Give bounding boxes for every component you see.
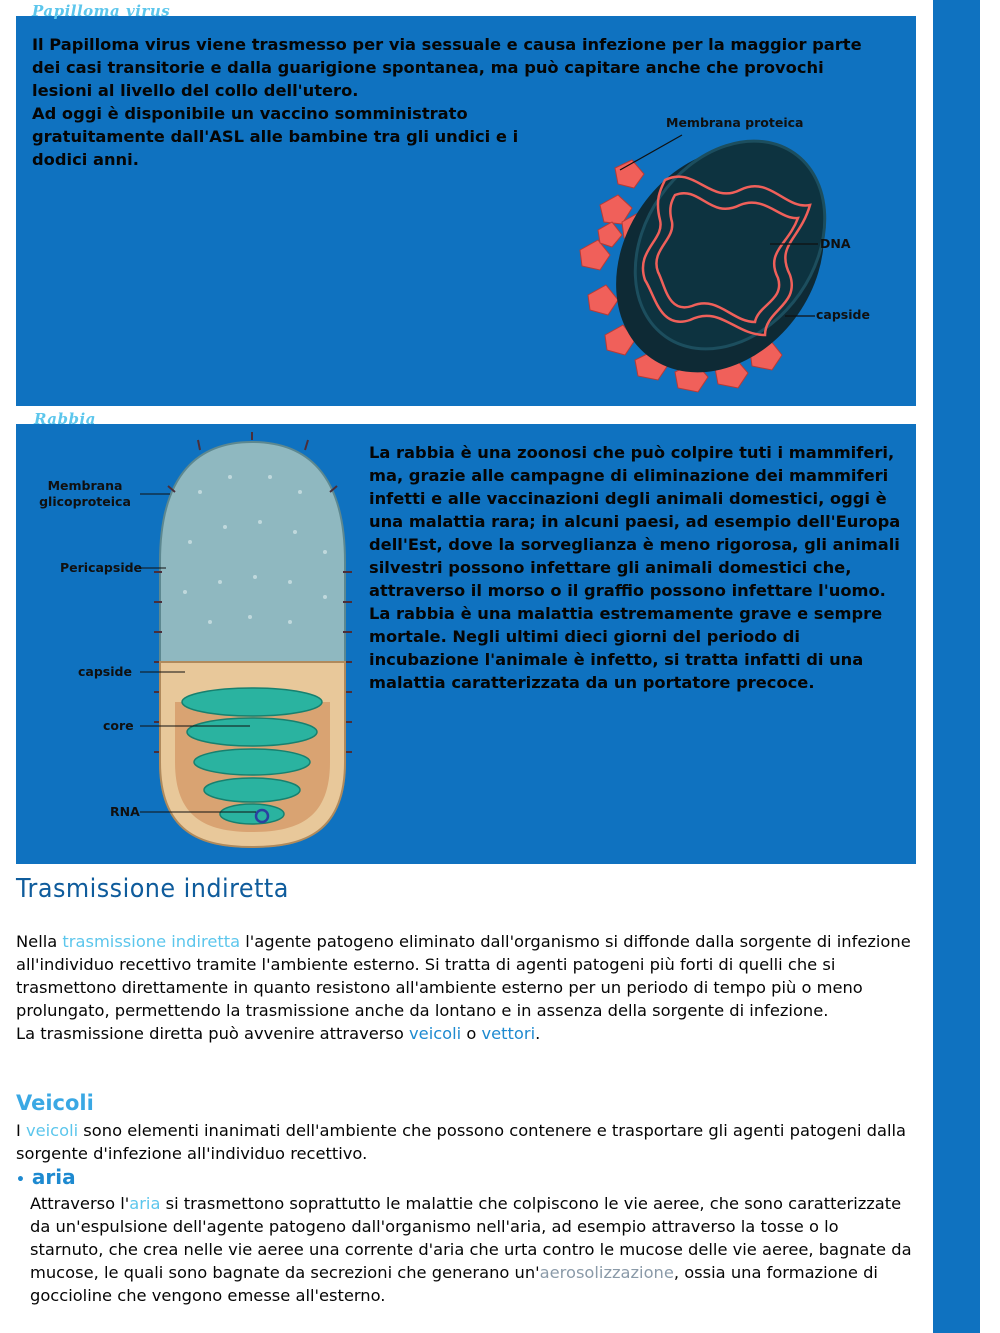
papilloma-paragraph-1: Il Papilloma virus viene trasmesso per via sessuale e causa infezione per la maggior parte dei casi transitorie e dalla guarigione spontanea, ma può capitare anche che provochi lesioni al livello del collo dell'utero.: [32, 35, 862, 100]
indiretta-highlight: trasmissione indiretta: [62, 932, 241, 951]
indiretta-p2-before: La trasmissione diretta può avvenire attraverso: [16, 1024, 410, 1043]
indiretta-p1-after: l'agente patogeno eliminato dall'organismo si diffonde dalla sorgente di infezione all'individuo recettivo tramite l'ambiente esterno. Si tratta di agenti patogeni più forti di quelli che si trasmettono direttamente in quanto resistono all'ambiente esterno per un periodo di tempo più o meno prolungato, permettendo la trasmissione anche da lontano e in assenza della sorgente di infezione.: [16, 932, 911, 1020]
label-capside-rabbia: capside: [78, 664, 132, 679]
bullet-aria: [16, 1165, 76, 1189]
indiretta-paragraph-2: [16, 1022, 916, 1045]
bullet-dot: •: [16, 1172, 25, 1188]
aria-end: , ossia una formazione di goccioline che vengono emesse all'esterno.: [30, 1263, 878, 1305]
rabbia-title: Rabbia: [34, 410, 96, 428]
right-sidebar-strip: [933, 0, 980, 1333]
papilloma-title: Papilloma virus: [32, 2, 171, 20]
label-pericapside: Pericapside: [60, 560, 143, 575]
indiretta-text: [16, 930, 916, 1045]
membrana-pointer: [620, 135, 682, 170]
veicoli-p-before: I: [16, 1121, 26, 1140]
bullet-aria-label: aria: [31, 1165, 76, 1189]
indiretta-paragraph-1: [16, 930, 916, 1022]
section-heading-trasmissione-indiretta: Trasmissione indiretta: [16, 874, 289, 904]
aria-highlight: aria: [129, 1194, 161, 1213]
indiretta-p2-mid: o: [461, 1024, 482, 1043]
label-dna: DNA: [820, 236, 851, 251]
papilloma-virus-illustration: [560, 110, 880, 400]
rabbia-paragraph-1: La rabbia è una zoonosi che può colpire tuti i mammiferi, ma, grazie alle campagne di eliminazione dei mammiferi infetti e alle vaccinazioni degli animali domestici, oggi è una malattia rara; in alcuni paesi, ad esempio dell'Europa dell'Est, dove la sorveglianza è meno rigorosa, gli animali silvestri possono infettare gli animali domestici che, attraverso il morso o il graffio possono infettare l'uomo.: [369, 443, 901, 600]
label-core: core: [103, 718, 134, 733]
indiretta-p2-end: .: [535, 1024, 541, 1043]
rabbia-paragraph-2: La rabbia è una malattia estremamente grave e sempre mortale. Negli ultimi dieci giorni del periodo di incubazione l'animale è infetto, si tratta infatti di una malattia caratterizzata da un portatore precoce.: [369, 604, 883, 692]
aria-mid: si trasmettono soprattutto le malattie che colpiscono le vie aeree, che sono caratterizzate da un'espulsione dell'agente patogeno dall'organismo nell'aria, ad esempio attraverso la tosse o lo starnuto, che crea nelle vie aeree una corrente d'aria che urta contro le mucose delle vie aeree, bagnate da mucose, le quali sono bagnate da secrezioni che generano un': [30, 1194, 912, 1282]
aria-text: [30, 1192, 916, 1307]
aerosolizzazione-term: aerosolizzazione: [539, 1263, 674, 1282]
rabbia-text: [369, 441, 909, 694]
veicoli-text: [16, 1119, 916, 1165]
label-capside-papilloma: capside: [816, 307, 870, 322]
label-membrana-glicoproteica: Membrana glicoproteica: [39, 478, 131, 509]
papilloma-paragraph-2: Ad oggi è disponibile un vaccino somministrato gratuitamente dall'ASL alle bambine tra gli undici e i dodici anni.: [32, 104, 519, 169]
aria-before: Attraverso l': [30, 1194, 130, 1213]
veicoli-p-after: sono elementi inanimati dell'ambiente che possono contenere e trasportare gli agenti patogeni dalla sorgente d'infezione all'individuo recettivo.: [16, 1121, 906, 1163]
veicoli-highlight: veicoli: [25, 1121, 79, 1140]
vettori-link[interactable]: vettori: [481, 1024, 536, 1043]
aria-paragraph: [30, 1192, 916, 1307]
rabies-virus-illustration: [140, 432, 365, 852]
label-membrana-proteica: Membrana proteica: [666, 115, 804, 130]
veicoli-link[interactable]: veicoli: [409, 1024, 462, 1043]
section-heading-veicoli: Veicoli: [16, 1091, 94, 1115]
indiretta-p1-before: Nella: [16, 932, 63, 951]
label-rna: RNA: [110, 804, 140, 819]
veicoli-paragraph: [16, 1119, 916, 1165]
